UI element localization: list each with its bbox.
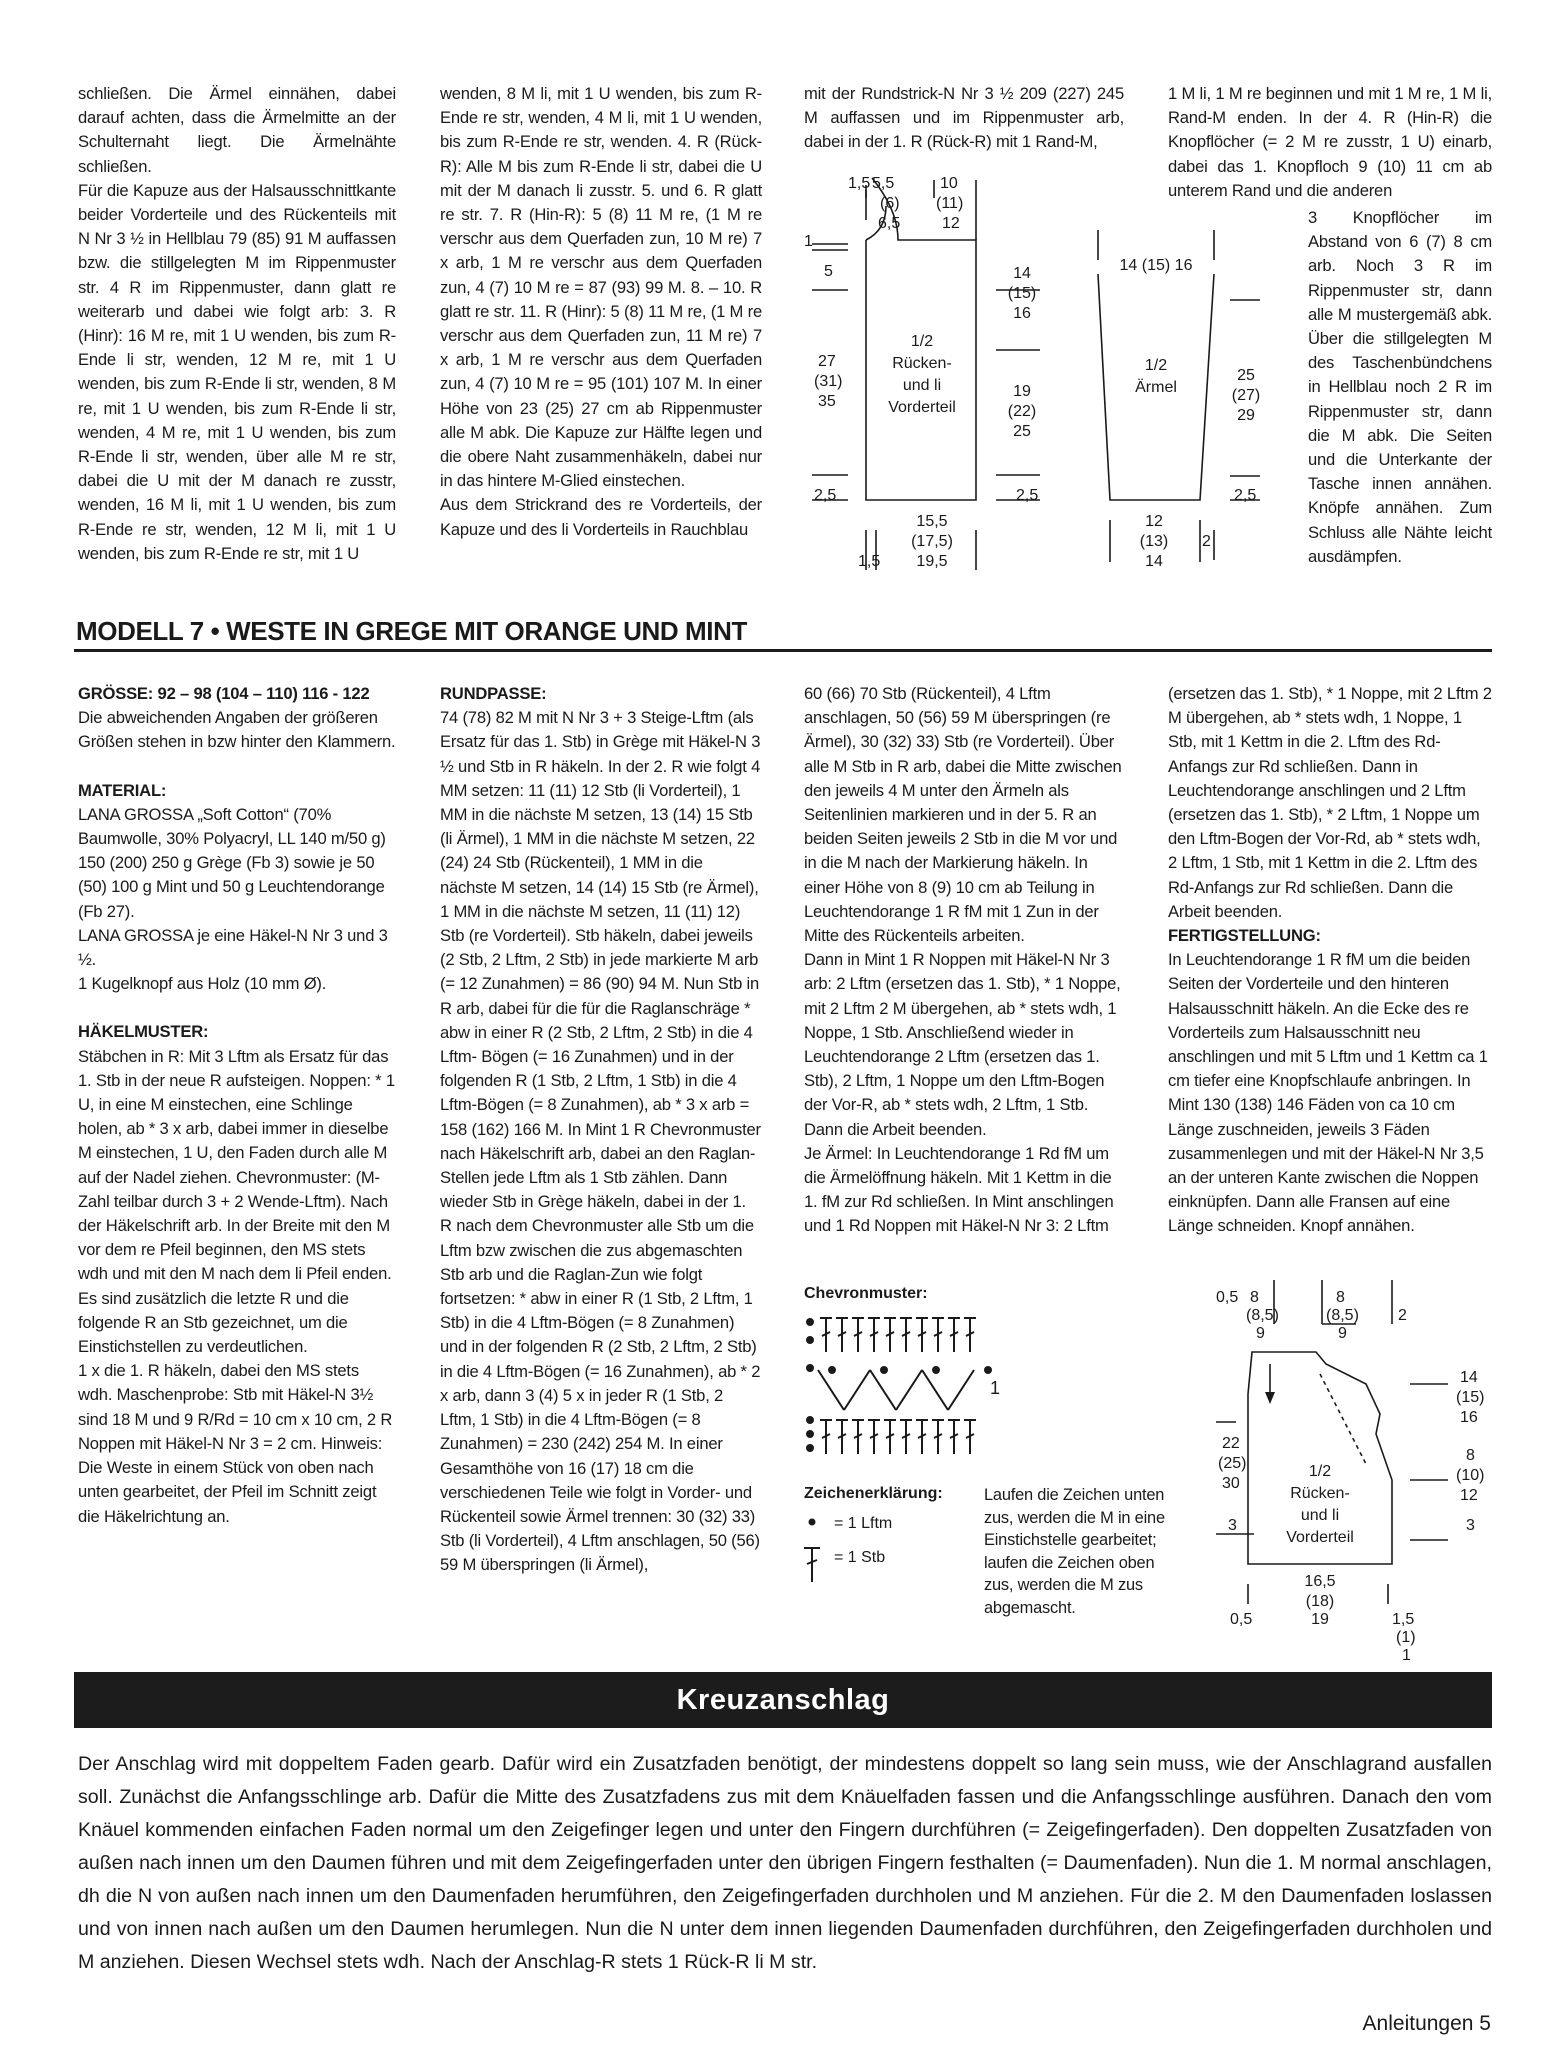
dim-label: 2,5 (814, 487, 837, 504)
piece-label: Rücken- (1290, 1485, 1350, 1502)
text-block: Dann in Mint 1 R Noppen mit Häkel-N Nr 3 arb: 2 Lftm (ersetzen das 1. Stb), * 1 Noppe, mit 2 Lftm 2 M übergehen, ab * stets wdh, 1 Noppe, 1 Stb. Anschließend wieder in Leuchtendorange 2 Lftm (ersetzen das 1. Stb), 2 Lftm, 1 Noppe um den Lftm-Bogen der Vor-R, ab * stets wdh, 2 Lftm, 1 Stb. Dann die Arbeit beenden. (804, 950, 1121, 1139)
schematic-back-front (800, 170, 1100, 590)
text-block: In Leuchtendorange 1 R fM um die beiden Seiten der Vorderteile und den hinteren Halsausschnitt häkeln. An die Ecke des re Vorderteils zum Halsausschnitt neu anschlingen und mit 5 Lftm und 1 Kettm ca 1 cm tiefer eine Knopfschlaufe anbringen. In Mint 130 (138) 146 Fäden von ca 10 cm Länge zuschneiden, jeweils 3 Fäden zusammenlegen und mit der Häkel-N Nr 3,5 an der unteren Kante zwischen die Noppen einknüpfen. Dann alle Fransen auf eine Länge schneiden. Knopf annähen. (1168, 950, 1488, 1236)
text-block: Laufen die Zeichen unten zus, werden die M in eine Einstichstelle gearbeitet; laufen die Zeichen oben zus, werden die M zus abgemascht. (984, 1486, 1165, 1617)
page-footer: Anleitungen 5 (1362, 2012, 1491, 2035)
material-heading: MATERIAL: (78, 780, 167, 800)
dim-label: 0,5 (1230, 1611, 1253, 1628)
dim-label: 2,5 (1234, 487, 1257, 504)
chevron-stitch (922, 1370, 948, 1410)
dim-label: 1,5 (1392, 1611, 1415, 1628)
dim-label: 27 (818, 353, 836, 370)
chain-dot (807, 1417, 813, 1423)
dim-label: (15) (1456, 1389, 1485, 1406)
dim-label: 0,5 (1216, 1289, 1239, 1306)
chain-dot (829, 1367, 835, 1373)
section-title-bar (74, 1672, 1492, 1728)
dim-label: 1 (804, 233, 813, 250)
dim-label: 14 (1145, 553, 1163, 570)
piece-label: 1/2 (1308, 1463, 1332, 1480)
model-title-bar (74, 612, 1492, 652)
dim-label: 1,5 (858, 553, 881, 570)
piece-label: 1/2 (1144, 357, 1168, 374)
bottom-column-1 (78, 682, 396, 1529)
text-block: Stäbchen in R: Mit 3 Lftm als Ersatz für das 1. Stb in der neue R aufsteigen. Noppen: * 1 U, in eine M einstechen, eine Schlinge holen, ab * 3 x arb, dabei immer in dieselbe M einstechen, 1 U, den Faden durch alle M auf der Nadel ziehen. Chevronmuster: (M-Zahl teilbar durch 3 + 2 Wende-Lftm). Nach der Häkelschrift arb. In der Breite mit den M vor dem re Pfeil beginnen, den MS stets wdh und mit den M nach dem li Pfeil enden. Es sind zusätzlich die letzte R und die folgende R an Stb gezeichnet, um die Einstichstellen zu verdeutlichen. (78, 1046, 395, 1357)
rundpasse-heading: RUNDPASSE: (440, 684, 547, 703)
dim-label: 12 (1460, 1487, 1478, 1504)
text-block: 1 Kugelknopf aus Holz (10 mm Ø). (78, 974, 327, 994)
dim-label: 5,5 (872, 175, 895, 192)
dim-label: (6) (880, 195, 900, 212)
dim-label: (15) (1007, 285, 1037, 302)
piece-label: und li (902, 377, 942, 394)
piece-label: Vorderteil (1286, 1529, 1354, 1546)
piece-label: Rücken- (892, 355, 952, 372)
dim-label: 14 (1013, 265, 1031, 282)
dim-label: 16 (1013, 305, 1031, 322)
dim-label: 19 (1311, 1611, 1329, 1628)
dim-label: 30 (1222, 1475, 1240, 1492)
dim-label: 25 (1237, 367, 1255, 384)
chain-dot (807, 1445, 813, 1451)
row-number: 1 (990, 1378, 1001, 1398)
top-column-1 (78, 82, 396, 566)
legend-chain: = 1 Lftm (834, 1515, 893, 1532)
text-block: LANA GROSSA je eine Häkel-N Nr 3 und 3 ½. (78, 925, 388, 970)
top-column-4b (1308, 206, 1492, 569)
dc-symbol-icon (804, 1548, 820, 1582)
chain-dot (881, 1367, 887, 1373)
text-block: 1 M li, 1 M re beginnen und mit 1 M re, 1 M li, Rand-M enden. In der 4. R (Hin-R) die Knopflöcher (= 2 M re zusstr, 1 U) einarb, dabei das 1. Knopfloch 9 (10) 11 cm ab unterem Rand und die anderen (1168, 84, 1492, 200)
chain-dot (807, 1337, 813, 1343)
piece-label: und li (1300, 1507, 1340, 1524)
dim-label: (31) (814, 373, 843, 390)
section-title: Kreuzanschlag (676, 1684, 890, 1716)
text-block: 60 (66) 70 Stb (Rückenteil), 4 Lftm anschlagen, 50 (56) 59 M überspringen (re Ärmel), 30 (32) 33) Stb (re Vorderteil). Über alle M Stb in R arb, dabei die Mitte zwischen den jeweils 4 M unter den Ärmeln als Seitenlinien markieren und in der 5. R an beiden Seiten jeweils 2 Stb in die M vor und in die M nach der Markierung häkeln. In einer Höhe von 8 (9) 10 cm ab Teilung in Leuchtendorange 1 R fM mit 1 Zun in der Mitte des Rückenteils arbeiten. (804, 684, 1122, 946)
dim-label: (11) (936, 195, 964, 212)
text-block: 74 (78) 82 M mit N Nr 3 + 3 Steige-Lftm (als Ersatz für das 1. Stb) in Grège mit Häkel-N 3 ½ und Stb in R häkeln. In der 2. R wie folgt 4 MM setzen: 11 (11) 12 Stb (li Vorderteil), 1 MM in die nächste M setzen, 13 (14) 15 Stb (li Ärmel), 1 MM in die nächste M setzen, 22 (24) 24 Stb (Rückenteil), 1 MM in die nächste M setzen, 14 (14) 15 Stb (re Ärmel), 1 MM in die nächste M setzen, 11 (11) 12) Stb (re Vorderteil). Stb häkeln, dabei jeweils (2 Stb, 2 Lftm, 2 Stb) in jede markierte M arb (= 12 Zunahmen) = 86 (90) 94 M. Nun Stb in R arb, dabei für die für die Raglanschräge * abw in einer R (2 Stb, 2 Lftm, 2 Stb) in die 4 Lftm- Bögen (= 16 Zunahmen) und in der folgenden R (1 Stb, 2 Lftm, 1 Stb) in die 4 Lftm-Bögen (= 8 Zunahmen), ab * 3 x arb = 158 (162) 166 M. In Mint 1 R Chevronmuster nach Häkelschrift arb, dabei an den Raglan-Stellen jede Lftm als 1 Stb zählen. Dann wieder Stb in Grège häkeln, dabei in der 1. R nach dem Chevronmuster alle Stb um die Lftm bzw zwischen die zus abgemaschten Stb arb und die Raglan-Zun wie folgt fortsetzen: * abw in einer R (1 Stb, 2 Lftm, 1 Stb) in die 4 Lftm-Bögen (= 8 Zunahmen) und in der folgenden R (2 Stb, 2 Lftm, 2 Stb) in die 4 Lftm-Bögen (= 16 Zunahmen), ab * 2 x arb, dann 3 (4) 5 x in jeder R (1 Stb, 2 Lftm, 1 Stb) in die 4 Lftm-Bögen (= 8 Zunahmen) = 230 (242) 254 M. In einer Gesamthöhe von 16 (17) 18 cm die verschiedenen Teile wie folgt in Vorder- und Rückenteil sowie Ärmel trennen: 30 (32) 33) Stb (li Vorderteil), 4 Lftm anschlagen, 50 (56) 59 M überspringen (li Ärmel), (440, 708, 761, 1575)
schematic-vest (1216, 1264, 1492, 1664)
dim-label: 10 (940, 175, 958, 192)
dim-label: 12 (942, 215, 960, 232)
text-block: Je Ärmel: In Leuchtendorange 1 Rd fM um die Ärmelöffnung häkeln. Mit 1 Kettm in die 1. fM zur Rd schließen. In Mint anschlingen und 1 Rd Noppen mit Häkel-N Nr 3: 2 Lftm (804, 1143, 1114, 1236)
dim-label: 1,5 (848, 175, 871, 192)
chevron-stitch (948, 1370, 974, 1410)
dim-label: 8 (1336, 1289, 1345, 1306)
text-block: Die abweichenden Angaben der größeren Größen stehen in bzw hinter den Klammern. (78, 708, 396, 752)
dim-label: 29 (1237, 407, 1255, 424)
text-block: Aus dem Strickrand des re Vorderteils, der Kapuze und des li Vorderteils in Rauchblau (440, 495, 762, 539)
text-block: schließen. Die Ärmel einnähen, dabei darauf achten, dass die Ärmelmitte an der Schulternaht liegt. Die Ärmelnähte schließen. (78, 84, 396, 176)
legend-title: Zeichenerklärung: (804, 1485, 943, 1502)
dim-label: 8 (1466, 1447, 1475, 1464)
bottom-column-3 (804, 682, 1126, 1239)
text-block: wenden, 8 M li, mit 1 U wenden, bis zum R-Ende re str, wenden, 4 M li, mit 1 U wenden, bis zum R-Ende re str, wenden. 4. R (Rück-R): Alle M bis zum R-Ende li str, dabei die U mit der M danach li zusstr. 5. und 6. R glatt re str. 7. R (Hin-R): 5 (8) 11 M re, (1 M re verschr aus dem Querfaden zun, 10 M re) 7 x arb, 1 M re verschr aus dem Querfaden zun, 4 (7) 10 M re = 87 (93) 99 M. 8. – 10. R glatt re str. 11. R (Hinr): 5 (8) 11 M re, (1 M re verschr aus dem Querfaden zun, 11 M re) 7 x arb, 1 M re verschr aus dem Querfaden zun, 4 (7) 10 M re = 95 (101) 107 M. In einer Höhe von 23 (25) 27 cm ab Rippenmuster alle M abk. Die Kapuze zur Hälfte legen und die obere Naht zusammenhäkeln, dabei nur in das hintere M-Glied einstechen. (440, 84, 762, 491)
chain-dot (807, 1431, 813, 1437)
piece-label: 1/2 (910, 333, 934, 350)
bottom-column-4 (1168, 682, 1492, 1239)
model-title: MODELL 7 • WESTE IN GREGE MIT ORANGE UND MINT (76, 616, 747, 646)
legend-dc: = 1 Stb (834, 1549, 886, 1566)
dim-label: (22) (1007, 403, 1037, 420)
dim-label: (8,5) (1246, 1307, 1279, 1324)
dim-label: (27) (1231, 387, 1261, 404)
dim-label: 1 (1402, 1647, 1411, 1664)
size-heading: GRÖSSE: 92 – 98 (104 – 110) 116 - 122 (78, 684, 370, 703)
dim-label: 15,5 (916, 513, 948, 530)
dim-label: 3 (1228, 1517, 1237, 1534)
dim-label: 6,5 (878, 215, 901, 232)
kreuz-text: Der Anschlag wird mit doppeltem Faden gearb. Dafür wird ein Zusatzfaden benötigt, der mindestens doppelt so lang sein muss, wie der Anschlagrand ausfallen soll. Zunächst die Anfangsschlinge arb. Dafür die Mitte des Zusatzfadens zus mit dem Knäuelfaden fassen und die Anfangsschlinge ausführen. Danach den vom Knäuel kommenden einfachen Faden normal um den Zeigefinger legen und unter den Fingern durchführen (= Zeigefingerfaden). Den doppelten Zusatzfaden von außen nach innen um den Daumen führen und mit dem Zeigefingerfaden unter den übrigen Fingern festhalten (= Daumenfaden). Nun die 1. M normal anschlagen, dh die N von außen nach innen um den Daumenfaden herumführen, den Zeigefingerfaden durchholen und M anziehen. Für die 2. M den Daumenfaden loslassen und von innen nach außen um den Daumen herumlegen. Nun die N unter dem innen liegenden Daumenfaden durchführen, den Zeigefingerfaden durchholen und M anziehen. Diesen Wechsel stets wdh. Nach der Anschlag-R stets 1 Rück-R li M str. (78, 1753, 1492, 1973)
dim-label: (1) (1396, 1629, 1416, 1646)
chevron-stitch (818, 1370, 844, 1410)
dim-label: 5 (824, 263, 833, 280)
dim-label: 3 (1466, 1517, 1475, 1534)
chain-dot (807, 1365, 813, 1371)
dim-label: 19 (1013, 383, 1031, 400)
dim-label: 2 (1202, 533, 1211, 550)
schematic-sleeve (1090, 230, 1290, 590)
top-column-4a (1168, 82, 1492, 203)
top-column-3 (804, 82, 1124, 155)
text-block: (ersetzen das 1. Stb), * 1 Noppe, mit 2 Lftm 2 M übergehen, ab * stets wdh, 1 Noppe, 1 Stb, mit 1 Kettm in die 2. Lftm des Rd-Anfangs zur Rd schließen. Dann in Leuchtendorange anschlingen und 2 Lftm (ersetzen das 1. Stb), * 2 Lftm, 1 Noppe um den Lftm-Bogen der Vor-Rd, ab * stets wdh, 2 Lftm, 1 Stb, mit 1 Kettm in die 2. Lftm des Rd-Anfangs zur Rd schließen. Dann die Arbeit beenden. (1168, 684, 1492, 921)
dim-label: (17,5) (911, 533, 953, 550)
dim-label: 35 (818, 393, 836, 410)
dim-label: 22 (1222, 1435, 1240, 1452)
dim-label: 9 (1256, 1325, 1265, 1342)
text-block: 3 Knopflöcher im Abstand von 6 (7) 8 cm arb. Noch 3 R im Rippenmuster str, dann alle M mustergemäß abk. Über die stillgelegten M des Taschenbündchens in Hellblau noch 2 R im Rippenmuster str, dann die M abk. Die Seiten und die Unterkante der Tasche innen annähen. Knöpfe annähen. Zum Schluss alle Nähte leicht ausdämpfen. (1308, 208, 1492, 566)
bottom-column-2 (440, 682, 762, 1578)
text-block: 1 x die 1. R häkeln, dabei den MS stets wdh. Maschenprobe: Stb mit Häkel-N 3½ sind 18 M und 9 R/Rd = 10 cm x 10 cm, 2 R Noppen mit Häkel-N Nr 3 = 2 cm. Hinweis: Die Weste in einem Stück von oben nach unten gearbeitet, der Pfeil im Schnitt zeigt die Häkelrichtung an. (78, 1361, 393, 1526)
dim-label: 8 (1250, 1289, 1259, 1306)
chevron-title: Chevronmuster: (804, 1285, 928, 1302)
piece-label: Ärmel (1135, 379, 1177, 396)
chain-dot (807, 1319, 813, 1325)
dim-label: (8,5) (1326, 1307, 1359, 1324)
dim-label: 25 (1013, 423, 1031, 440)
schematic-svg (1090, 230, 1290, 590)
text-block: LANA GROSSA „Soft Cotton“ (70% Baumwolle, 30% Polyacryl, LL 140 m/50 g) 150 (200) 250 g Grège (Fb 3) sowie je 50 (50) 100 g Mint und 50 g Leuchtendorange (Fb 27). (78, 804, 386, 921)
chain-symbol-icon (809, 1519, 816, 1526)
piece-label: Vorderteil (888, 399, 956, 416)
chevron-note (984, 1484, 1184, 1620)
dim-label: (13) (1139, 533, 1169, 550)
top-column-2 (440, 82, 762, 542)
dim-label: 2,5 (1016, 487, 1039, 504)
chevron-stitch (870, 1370, 896, 1410)
dim-label: 2 (1398, 1307, 1407, 1324)
finishing-heading: FERTIGSTELLUNG: (1168, 926, 1321, 946)
schematic-svg (1216, 1264, 1492, 1664)
chain-dot (985, 1367, 991, 1373)
dim-label: 9 (1338, 1325, 1347, 1342)
dim-label: 16,5 (1304, 1573, 1336, 1590)
crochet-heading: HÄKELMUSTER: (78, 1022, 209, 1042)
schematic-svg (800, 170, 1100, 590)
chevron-stitch (896, 1370, 922, 1410)
text-block: Für die Kapuze aus der Halsausschnittkante beider Vorderteile und des Rückenteils mit N Nr 3 ½ in Hellblau 79 (85) 91 M auffassen bzw. die stillgelegten M im Rippenmuster str. 4 R im Rippenmuster, dann glatt re weiterarb und dabei wie folgt arb: 3. R (Hinr): 16 M re, mit 1 U wenden, bis zum R-Ende li str, wenden, 12 M re, mit 1 U wenden, bis zum R-Ende li str, wenden, 8 M re, mit 1 U wenden, bis zum R-Ende li str, wenden, 4 M re, mit 1 U wenden, bis zum R-Ende li str, wenden, über alle M re str, dabei die U mit der M danach re zusstr, wenden, 16 M li, mit 1 U wenden, bis zum R-Ende re str, wenden, 12 M li, mit 1 U wenden, bis zum R-Ende re str, mit 1 U (78, 180, 396, 563)
dim-label: 12 (1145, 513, 1163, 530)
dim-label: (10) (1456, 1467, 1485, 1484)
dim-label: 14 (1460, 1369, 1478, 1386)
chevron-stitch (844, 1370, 870, 1410)
dim-label: (18) (1305, 1593, 1335, 1610)
dim-label: (25) (1218, 1455, 1247, 1472)
dim-label: 19,5 (916, 553, 948, 570)
dim-label: 14 (15) 16 (1119, 257, 1193, 274)
dim-label: 16 (1460, 1409, 1478, 1426)
chain-dot (933, 1367, 939, 1373)
text-block: mit der Rundstrick-N Nr 3 ½ 209 (227) 245 M auffassen und im Rippenmuster arb, dabei in der 1. R (Rück-R) mit 1 Rand-M, (804, 84, 1124, 152)
